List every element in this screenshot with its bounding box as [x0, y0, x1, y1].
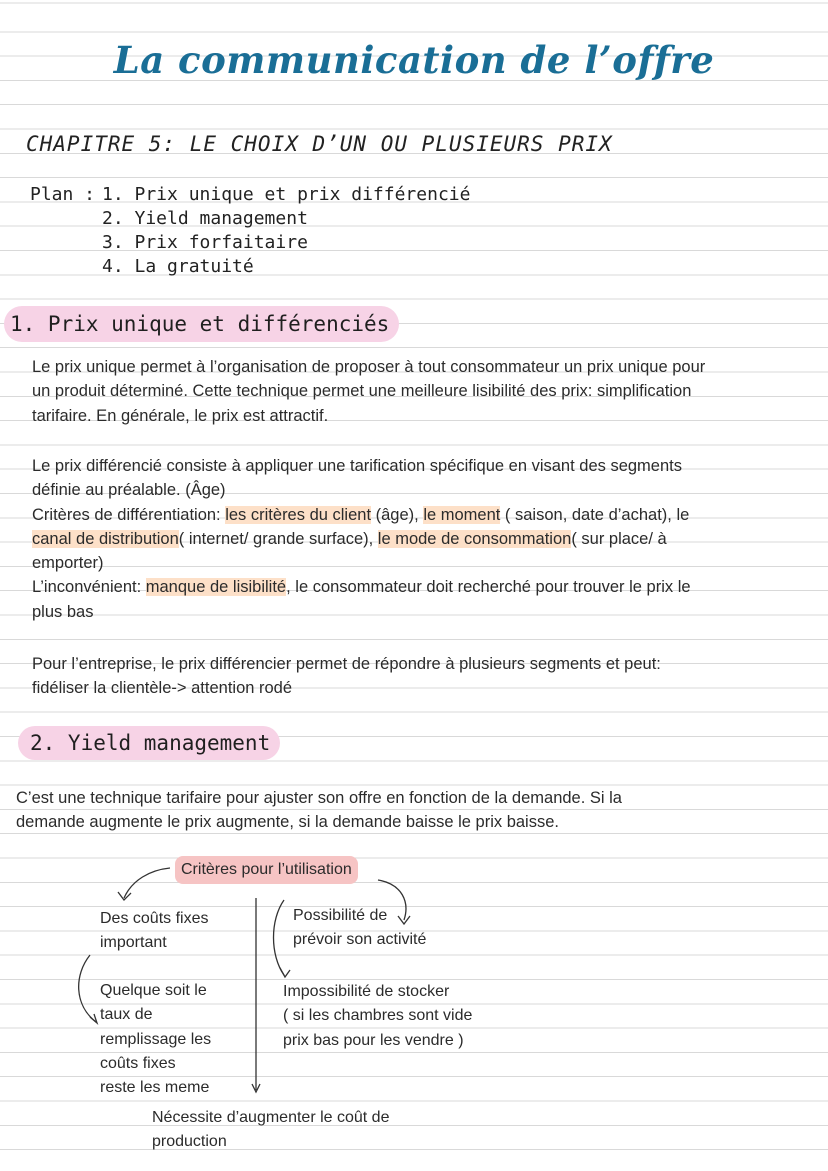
- text-line: Le prix différencié consiste à appliquer une tarification spécifique en visant des segments: [32, 457, 682, 475]
- diagram-right-2: Impossibilité de stocker ( si les chambres sont vide prix bas pour les vendre ): [283, 983, 473, 1049]
- highlight: manque de lisibilité: [145, 578, 287, 597]
- diagram-right-1: Possibilité de prévoir son activité: [293, 907, 427, 949]
- highlight: le moment: [423, 505, 501, 524]
- criteria-line-3: emporter): [32, 554, 104, 573]
- text-line: définie au préalable. (Âge): [32, 481, 226, 500]
- plan-item: 3. Prix forfaitaire: [102, 232, 308, 253]
- highlight: les critères du client: [225, 505, 372, 524]
- section-2-heading: 2. Yield management: [18, 726, 280, 760]
- diagram-center-label: Critères pour l’utilisation: [175, 856, 358, 884]
- chapter-heading: CHAPITRE 5: LE CHOIX D’UN OU PLUSIEURS PRIX: [26, 132, 613, 156]
- highlight: le mode de consommation: [377, 529, 572, 548]
- text-line: fidéliser la clientèle-> attention rodé: [32, 679, 293, 698]
- text-line: demande augmente le prix augmente, si la demande baisse le prix baisse.: [16, 813, 559, 832]
- text-line: C’est une technique tarifaire pour ajuster son offre en fonction de la demande. Si la: [16, 789, 622, 807]
- inconvenient-line: L’inconvénient: manque de lisibilité, le consommateur doit recherché pour trouver le prix le: [32, 578, 691, 597]
- page-title: La communication de l’offre: [113, 38, 715, 82]
- plan-label: Plan :: [30, 184, 96, 205]
- highlight: canal de distribution: [32, 529, 179, 548]
- criteria-line-2: canal de distribution( internet/ grande surface), le mode de consommation( sur place/ à: [32, 529, 667, 548]
- plan-item: 4. La gratuité: [102, 256, 254, 277]
- plan-item: 1. Prix unique et prix différencié: [102, 184, 471, 205]
- curve-arrow-icon: [79, 955, 96, 1022]
- diagram-left-1: Des coûts fixes important: [100, 910, 209, 952]
- curve-arrow-icon: [274, 900, 285, 975]
- plan-item: 2. Yield management: [102, 208, 308, 229]
- diagram-left-2: Quelque soit le taux de remplissage les coûts fixes reste les meme: [100, 982, 212, 1097]
- text-line: plus bas: [32, 602, 94, 621]
- text-line: Le prix unique permet à l’organisation de proposer à tout consommateur un prix unique pour: [32, 358, 706, 376]
- text-line: tarifaire. En générale, le prix est attractif.: [32, 406, 329, 425]
- text-line: Pour l’entreprise, le prix différencier permet de répondre à plusieurs segments et peut:: [32, 655, 661, 673]
- text-line: un produit déterminé. Cette technique permet une meilleure lisibilité des prix: simplification: [32, 382, 692, 401]
- section-1-heading: 1. Prix unique et différenciés: [4, 306, 399, 342]
- criteria-line-1: Critères de différentiation: les critères du client (âge), le moment ( saison, date d’achat), le: [32, 505, 690, 524]
- diagram-bottom: Nécessite d’augmenter le coût de production: [152, 1109, 390, 1151]
